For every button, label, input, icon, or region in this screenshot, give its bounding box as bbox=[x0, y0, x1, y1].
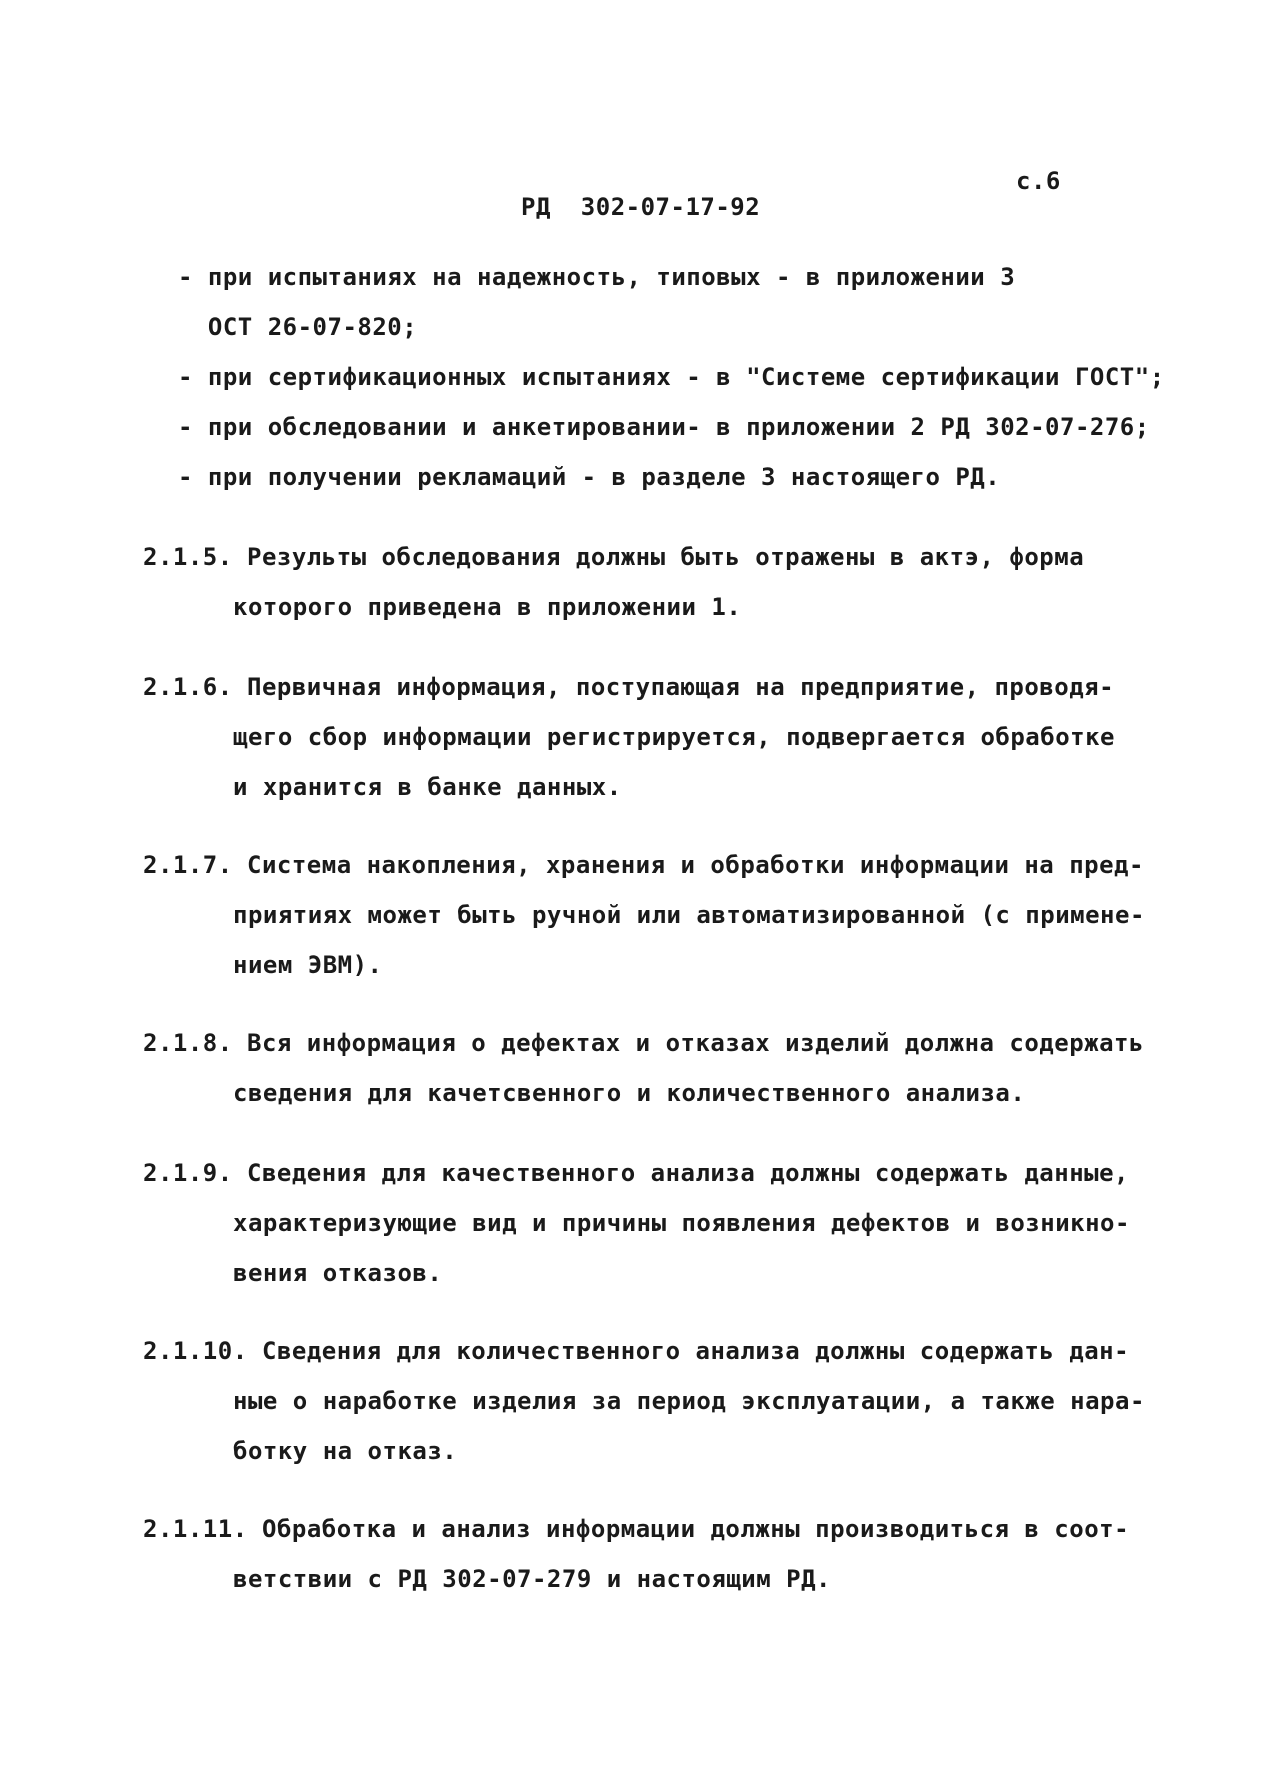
clause-line: ботку на отказ. bbox=[233, 1437, 458, 1465]
clause-number: 2.1.8. bbox=[143, 1029, 233, 1057]
clause-line: которого приведена в приложении 1. bbox=[233, 593, 742, 621]
bullet-line: - при обследовании и анкетировании- в приложении 2 РД 302-07-276; bbox=[178, 413, 1150, 441]
clause-line: Сведения для качественного анализа должны содержать данные, bbox=[247, 1159, 1130, 1187]
clause-line: Система накопления, хранения и обработки информации на пред- bbox=[247, 851, 1144, 879]
clause-line: Сведения для количественного анализа должны содержать дан- bbox=[262, 1337, 1130, 1365]
clause-number: 2.1.9. bbox=[143, 1159, 233, 1187]
clause-line: ветствии с РД 302-07-279 и настоящим РД. bbox=[233, 1565, 831, 1593]
clause-line: Вся информация о дефектах и отказах изделий должна содержать bbox=[247, 1029, 1144, 1057]
clause-line: Результы обследования должны быть отражены в актэ, форма bbox=[247, 543, 1085, 571]
clause-line: нием ЭВМ). bbox=[233, 951, 383, 979]
clause-number: 2.1.10. bbox=[143, 1337, 248, 1365]
bullet-line: - при получении рекламаций - в разделе 3 настоящего РД. bbox=[178, 463, 1001, 491]
clause-number: 2.1.5. bbox=[143, 543, 233, 571]
clause-line: вения отказов. bbox=[233, 1259, 443, 1287]
clause-line: ные о наработке изделия за период эксплуатации, а также нара- bbox=[233, 1387, 1145, 1415]
clause-number: 2.1.7. bbox=[143, 851, 233, 879]
page-number: с.6 bbox=[1016, 167, 1061, 195]
clause-line: щего сбор информации регистрируется, подвергается обработке bbox=[233, 723, 1116, 751]
clause-number: 2.1.11. bbox=[143, 1515, 248, 1543]
clause-line: Первичная информация, поступающая на предприятие, проводя- bbox=[247, 673, 1115, 701]
clause-line: характеризующие вид и причины появления дефектов и возникно- bbox=[233, 1209, 1130, 1237]
bullet-line: - при сертификационных испытаниях - в "Системе сертификации ГОСТ"; bbox=[178, 363, 1165, 391]
bullet-line: - при испытаниях на надежность, типовых - в приложении 3 bbox=[178, 263, 1016, 291]
clause-line: Обработка и анализ информации должны производиться в соот- bbox=[262, 1515, 1130, 1543]
clause-line: и хранится в банке данных. bbox=[233, 773, 622, 801]
bullet-line: ОСТ 26-07-820; bbox=[178, 313, 418, 341]
clause-line: сведения для качетсвенного и количественного анализа. bbox=[233, 1079, 1026, 1107]
clause-line: приятиях может быть ручной или автоматизированной (с примене- bbox=[233, 901, 1145, 929]
clause-number: 2.1.6. bbox=[143, 673, 233, 701]
document-code: РД 302-07-17-92 bbox=[521, 193, 761, 221]
